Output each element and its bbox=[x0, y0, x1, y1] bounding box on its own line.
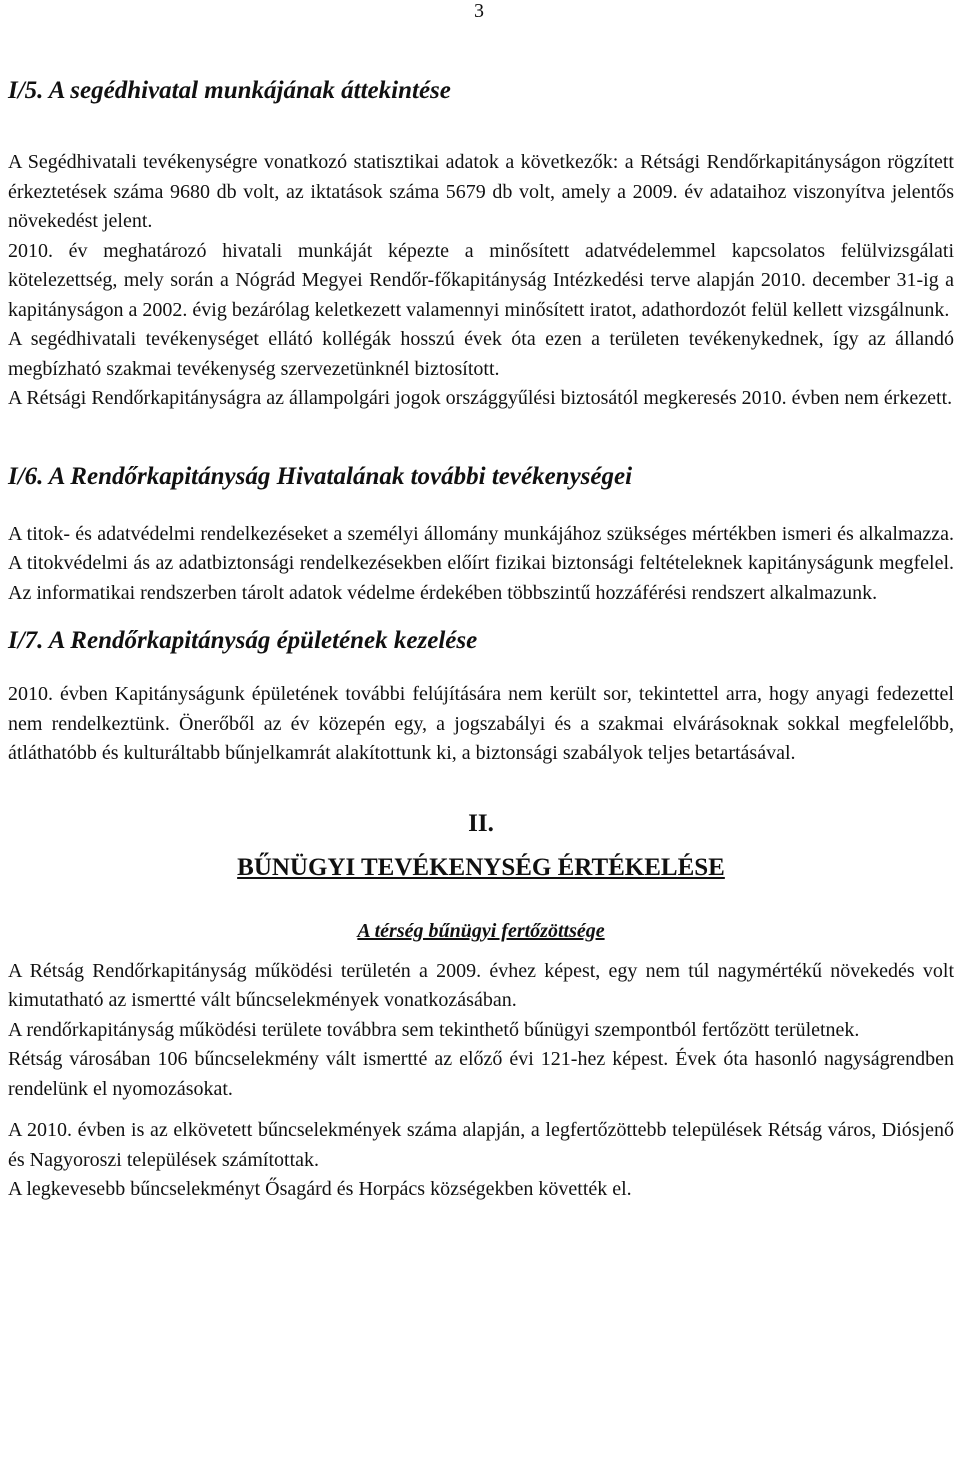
paragraph: A rendőrkapitányság működési területe továbbra sem tekinthető bűnügyi szempontból fertőzött területnek. bbox=[8, 1018, 860, 1041]
paragraph: A Rétság Rendőrkapitányság működési területén a 2009. évhez képest, egy nem túl nagymértékű növekedés volt kimutatható az ismertté vált bűncselekmények vonatkozásában. bbox=[8, 959, 954, 1011]
section-heading-i6: I/6. A Rendőrkapitányság Hivatalának további tevékenységei bbox=[8, 462, 633, 490]
spacer bbox=[8, 1104, 954, 1116]
page-number: 3 bbox=[474, 0, 484, 22]
spacer bbox=[8, 883, 954, 917]
paragraph: A segédhivatali tevékenységet ellátó kollégák hosszú évek óta ezen a területen tevékenykednek, így az állandó megbízható szakmai tevékenység szervezetünknél biztosított. bbox=[8, 328, 954, 380]
document-body bbox=[8, 76, 954, 1205]
part-title: BŰNÜGYI TEVÉKENYSÉG ÉRTÉKELÉSE bbox=[237, 853, 725, 881]
spacer bbox=[8, 839, 954, 853]
part-numeral: II. bbox=[468, 809, 494, 837]
section-heading-i7: I/7. A Rendőrkapitányság épületének kezelése bbox=[8, 627, 478, 654]
spacer bbox=[8, 492, 954, 520]
sub-heading: A térség bűnügyi fertőzöttsége bbox=[357, 919, 605, 942]
paragraph: A Rétsági Rendőrkapitányságra az állampolgári jogok országgyűlési biztosától megkeresés 2010. évben nem érkezett. bbox=[8, 387, 953, 409]
spacer bbox=[8, 414, 954, 462]
paragraph: A 2010. évben is az elkövetett bűncselekmények száma alapján, a legfertőzöttebb települések Rétság város, Diósjenő és Nagyoroszi települések számítottak. bbox=[8, 1119, 954, 1171]
paragraph: 2010. év meghatározó hivatali munkáját képezte a minősített adatvédelemmel kapcsolatos felülvizsgálati kötelezettség, mely során a Nógrád Megyei Rendőr-főkapitányság Intézkedési terve alapján 2010. december 31-ig a kapitányságon a 2002. évig bezárólag keletkezett valamennyi minősített iratot, adathordozót felül kellett vizsgálnunk. bbox=[8, 239, 954, 321]
paragraph: A titok- és adatvédelmi rendelkezéseket a személyi állomány munkájához szükséges mértékben ismeri és alkalmazza. A titokvédelmi ás az adatbiztonsági rendelkezésekben előírt fizikai biztonsági feltételeknek kapitányságunk megfelel. Az informatikai rendszerben tárolt adatok védelme érdekében többszintű hozzáférési rendszert alkalmazunk. bbox=[8, 522, 954, 604]
spacer bbox=[8, 656, 954, 680]
spacer bbox=[8, 106, 954, 148]
paragraph: A Segédhivatali tevékenységre vonatkozó statisztikai adatok a következők: a Rétsági Rendőrkapitányságon rögzített érkeztetések száma 9680 db volt, az iktatások száma 5679 db volt, amely a 2009. év adataihoz viszonyítva jelentős növekedést jelent. bbox=[8, 151, 954, 232]
section-heading-i5: I/5. A segédhivatal munkájának áttekintése bbox=[8, 77, 451, 104]
spacer bbox=[8, 769, 954, 809]
paragraph: 2010. évben Kapitányságunk épületének további felújítására nem került sor, tekintettel arra, hogy anyagi fedezettel nem rendelkeztünk. Önerőből az év közepén egy, a jogszabályi és a szakmai elvárásoknak sokkal megfelelőbb, átláthatóbb és kulturáltabb bűnjelkamrát alakítottunk ki, a biztonsági szabályok teljes betartásával. bbox=[8, 683, 954, 764]
spacer bbox=[8, 608, 954, 626]
paragraph: Rétság városában 106 bűncselekmény vált ismertté az előző évi 121-hez képest. Évek óta hasonló nagyságrendben rendelünk el nyomozásokat. bbox=[8, 1048, 954, 1100]
paragraph: A legkevesebb bűncselekményt Ősagárd és Horpács községekben követték el. bbox=[8, 1178, 632, 1200]
spacer bbox=[8, 945, 954, 957]
